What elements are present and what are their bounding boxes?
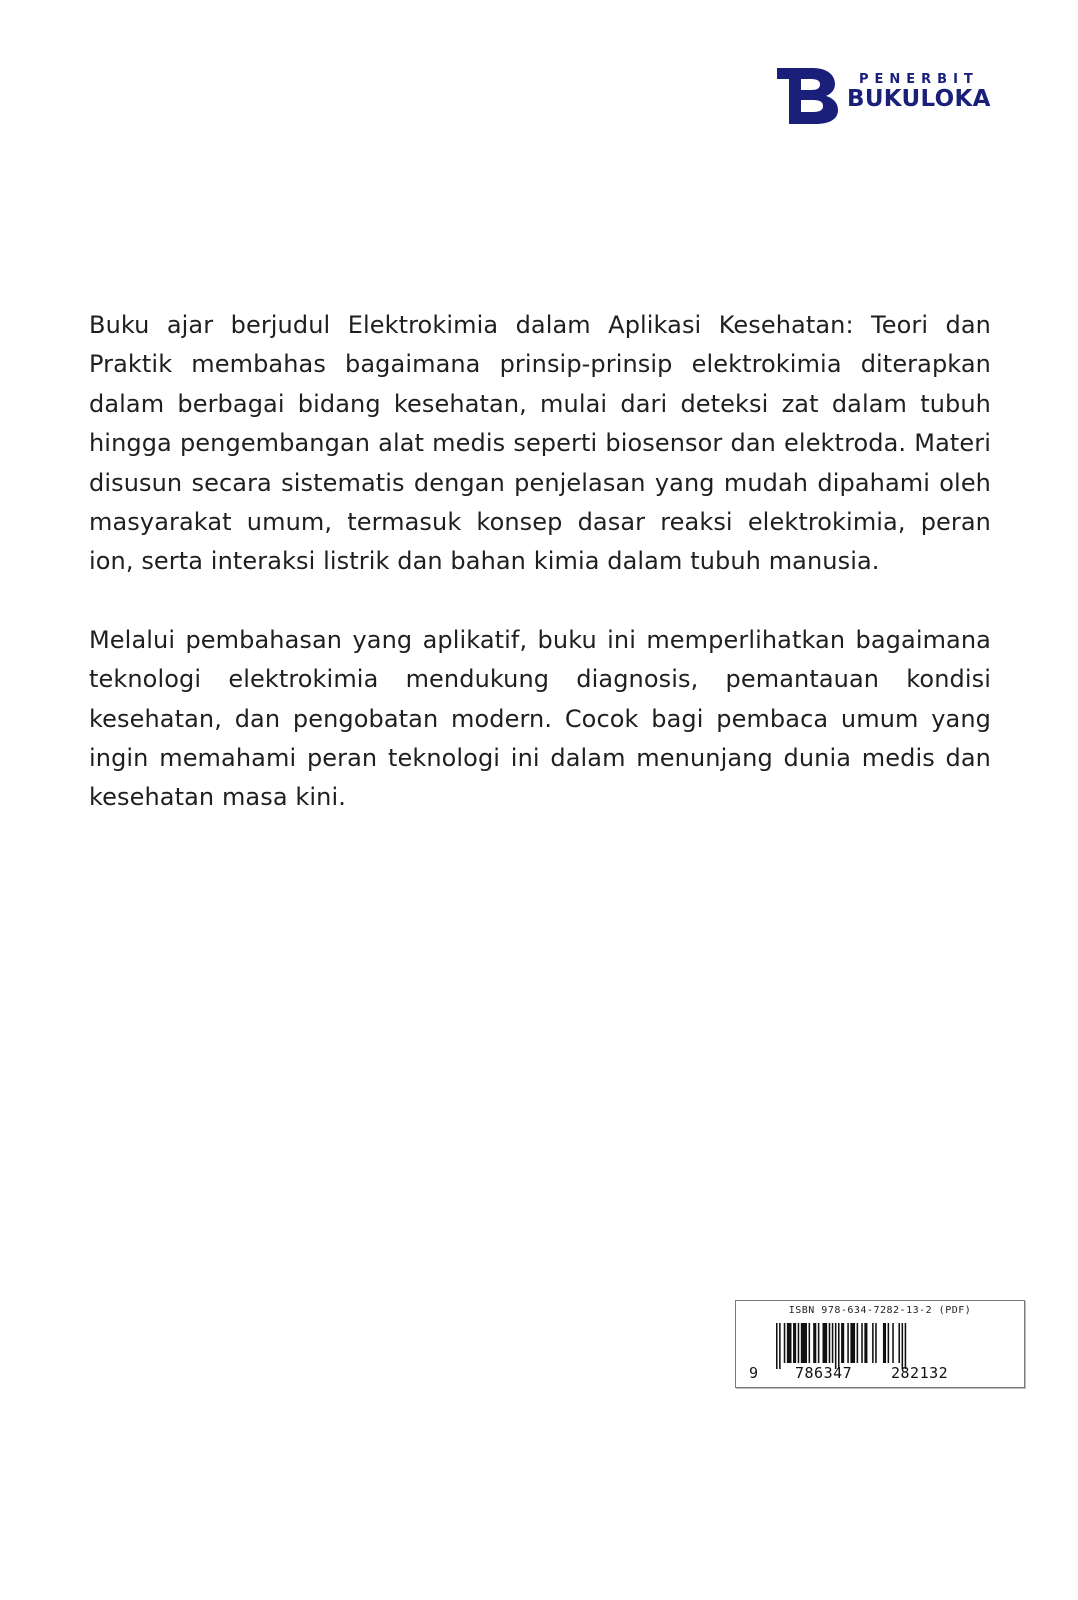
barcode-bar bbox=[784, 1323, 786, 1363]
isbn-label: ISBN 978-634-7282-13-2 (PDF) bbox=[788, 1305, 972, 1316]
barcode-bar bbox=[888, 1323, 890, 1363]
synopsis-paragraph-2: Melalui pembahasan yang aplikatif, buku ini memperlihatkan bagaimana teknologi elektrokimia mendukung diagnosis, pemantauan kondisi kesehatan, dan pengobatan modern. Cocok bagi pembaca umum yang ingin memahami peran teknologi ini dalam menunjang dunia medis dan kesehatan masa kini. bbox=[89, 625, 991, 812]
barcode-bar bbox=[818, 1323, 820, 1363]
publisher-logo bbox=[775, 66, 1005, 124]
publisher-label: PENERBIT bbox=[859, 72, 979, 87]
barcode-digit-first: 9 bbox=[749, 1364, 759, 1382]
barcode-bar bbox=[832, 1323, 834, 1363]
barcode-bar bbox=[875, 1323, 877, 1363]
barcode-bar bbox=[823, 1323, 828, 1363]
barcode-bar bbox=[892, 1323, 894, 1363]
isbn-barcode bbox=[735, 1300, 1025, 1388]
barcode-bar bbox=[793, 1323, 796, 1363]
barcode-bar bbox=[861, 1323, 863, 1363]
barcode-bar bbox=[898, 1323, 900, 1363]
publisher-name: BUKULOKA bbox=[847, 86, 991, 112]
barcode-bar bbox=[864, 1323, 867, 1363]
barcode-bar bbox=[835, 1323, 837, 1369]
barcode-bar bbox=[902, 1323, 904, 1369]
barcode-bar bbox=[838, 1323, 840, 1369]
barcode-bar bbox=[829, 1323, 831, 1363]
barcode-bar bbox=[798, 1323, 800, 1363]
barcode-bar bbox=[905, 1323, 907, 1369]
barcode-bar bbox=[813, 1323, 816, 1363]
barcode-bar bbox=[809, 1323, 811, 1363]
barcode-bar bbox=[841, 1323, 844, 1363]
barcode-digits-left: 786347 bbox=[795, 1364, 853, 1382]
barcode-bars bbox=[736, 1301, 1024, 1387]
barcode-digits-right: 282132 bbox=[891, 1364, 949, 1382]
barcode-bar bbox=[776, 1323, 778, 1369]
synopsis-paragraph-1: Buku ajar berjudul Elektrokimia dalam Aplikasi Kesehatan: Teori dan Praktik membahas bagaimana prinsip-prinsip elektrokimia diterapkan dalam berbagai bidang kesehatan, mulai dari deteksi zat dalam tubuh hingga pengembangan alat medis seperti biosensor dan elektroda. Materi disusun secara sistematis dengan penjelasan yang mudah dipahami oleh masyarakat umum, termasuk konsep dasar reaksi elektrokimia, peran ion, serta interaksi listrik dan bahan kimia dalam tubuh manusia. bbox=[89, 311, 991, 576]
barcode-bar bbox=[883, 1323, 886, 1363]
barcode-bar bbox=[872, 1323, 874, 1363]
barcode-bar bbox=[850, 1323, 855, 1363]
synopsis bbox=[89, 306, 991, 818]
barcode-bar bbox=[801, 1323, 807, 1363]
barcode-bar bbox=[847, 1323, 849, 1363]
barcode-bar bbox=[857, 1323, 859, 1363]
barcode-bar bbox=[787, 1323, 792, 1363]
bukuloka-logo-icon bbox=[775, 66, 845, 124]
barcode-bar bbox=[779, 1323, 781, 1369]
